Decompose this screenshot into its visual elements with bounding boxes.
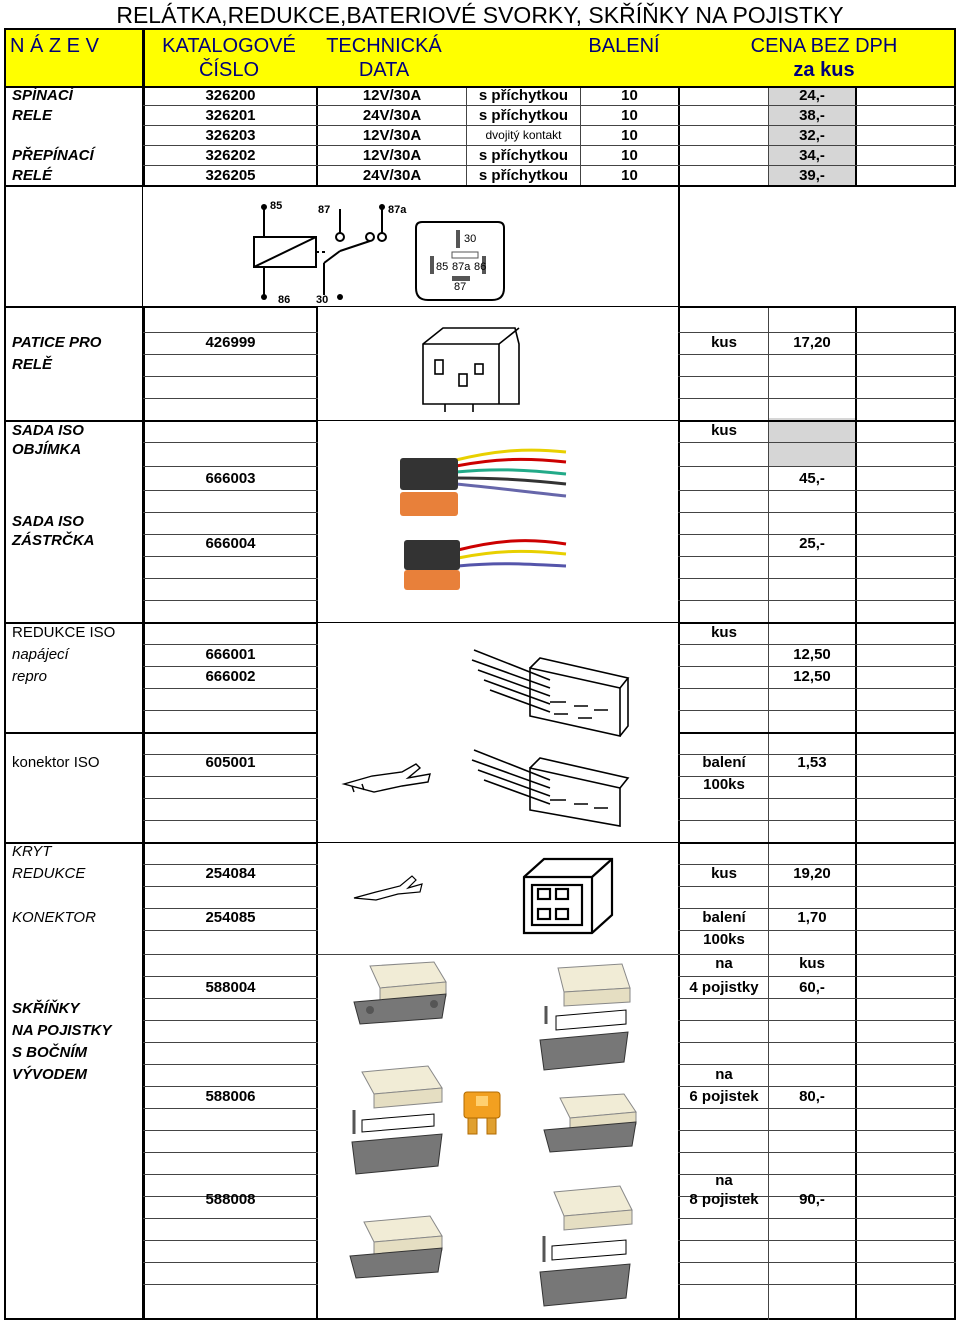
konektor2-unit-2: 100ks <box>703 931 745 948</box>
row-divider <box>143 145 956 146</box>
konektor-unit-2: 100ks <box>703 776 745 793</box>
header-katalog: KATALOGOVÉ ČÍSLO <box>162 35 296 81</box>
price: 90,- <box>799 1191 825 1208</box>
table-border <box>4 1318 956 1320</box>
redukce-unit: kus <box>711 624 737 641</box>
fuse-count: 4 pojistky <box>689 979 759 996</box>
konektor-price: 1,53 <box>797 754 827 771</box>
tech-data: 12V/30A <box>362 87 422 104</box>
redukce-name-3: repro <box>12 668 48 685</box>
pin-dot <box>337 294 343 300</box>
fuse-na: na <box>715 1066 733 1083</box>
iso-sada-name-2: OBJÍMKA <box>12 441 82 458</box>
price: 38,- <box>799 107 825 124</box>
patice-catalog: 426999 <box>205 334 256 351</box>
header-baleni: BALENÍ <box>588 35 660 57</box>
relay-base-icon <box>415 320 525 412</box>
row-divider <box>143 105 956 106</box>
header-tech-data: TECHNICKÁ DATA <box>326 35 442 81</box>
catalog-number: 326201 <box>205 107 256 124</box>
kryt-name: KRYT <box>12 843 52 860</box>
patice-unit: kus <box>711 334 737 351</box>
iso-sada-unit: kus <box>711 422 737 439</box>
iso-sada-name-3: SADA ISO <box>12 513 84 530</box>
konektor-name: konektor ISO <box>12 754 100 771</box>
tech-data: 12V/30A <box>362 127 422 144</box>
fuse-na: na <box>715 1172 733 1189</box>
relay-wiring-diagram <box>240 195 420 307</box>
redukce-price-2: 12,50 <box>793 668 831 685</box>
mount-type: s příchytkou <box>478 107 569 124</box>
socket-label-87a: 87a <box>452 261 471 273</box>
small-terminal-icon <box>352 872 424 908</box>
price: 24,- <box>799 87 825 104</box>
pin-dot <box>261 294 267 300</box>
konektor2-catalog: 254085 <box>205 909 256 926</box>
row-divider <box>143 125 956 126</box>
header-cena: CENA BEZ DPH za kus <box>750 35 898 81</box>
mount-type: s příchytkou <box>478 87 569 104</box>
price: 80,- <box>799 1088 825 1105</box>
pack-size: 10 <box>621 107 638 124</box>
iso-reduction-drawing <box>470 640 640 830</box>
kryt-price: 19,20 <box>793 865 831 882</box>
row-divider <box>143 165 956 166</box>
iso-plug-orange <box>400 492 458 516</box>
tech-data: 12V/30A <box>362 147 422 164</box>
iso-sada-name: SADA ISO <box>12 422 84 439</box>
mount-type: s příchytkou <box>478 167 569 184</box>
relay-socket-footprint <box>412 218 508 304</box>
relay-name-2: RELE <box>12 107 53 124</box>
pin-label-87: 87 <box>318 204 331 216</box>
patice-price: 17,20 <box>793 334 831 351</box>
iso-plug-black <box>404 540 460 570</box>
skrinky-name-4: VÝVODEM <box>12 1066 88 1083</box>
tech-data: 24V/30A <box>362 107 422 124</box>
konektor2-unit: balení <box>702 909 746 926</box>
skrinky-head-na: na <box>715 955 733 972</box>
relay-name-4: PŘEPÍNACÍ <box>12 147 94 164</box>
iso-sada-price-2: 25,- <box>799 535 825 552</box>
iso-plug-black <box>400 458 458 490</box>
kryt-name-2: REDUKCE <box>12 865 86 882</box>
konektor-catalog: 605001 <box>205 754 256 771</box>
pin-label-87a: 87a <box>388 204 407 216</box>
relay-name-5: RELÉ <box>12 167 53 184</box>
table-header <box>4 30 956 88</box>
catalog-number: 326205 <box>205 167 256 184</box>
redukce-catalog-1: 666001 <box>205 646 256 663</box>
kryt-catalog: 254084 <box>205 865 256 882</box>
fuse-count: 8 pojistek <box>689 1191 759 1208</box>
pack-size: 10 <box>621 147 638 164</box>
konektor-unit: balení <box>702 754 746 771</box>
socket-label-86: 86 <box>474 261 487 273</box>
redukce-name: REDUKCE ISO <box>12 624 116 641</box>
price: 32,- <box>799 127 825 144</box>
blank-area <box>680 187 956 306</box>
patice-name-2: RELĚ <box>12 356 53 373</box>
catalog-number: 588004 <box>205 979 256 996</box>
kryt-unit: kus <box>711 865 737 882</box>
catalog-number: 326200 <box>205 87 256 104</box>
socket-label-30: 30 <box>464 233 477 245</box>
iso-sada-catalog-1: 666003 <box>205 470 256 487</box>
catalog-number: 326203 <box>205 127 256 144</box>
pack-size: 10 <box>621 87 638 104</box>
iso-connector-wires-icon <box>398 440 568 590</box>
iso-plug-orange <box>404 570 460 590</box>
price: 34,- <box>799 147 825 164</box>
redukce-price-1: 12,50 <box>793 646 831 663</box>
mount-type: dvojitý kontakt <box>485 128 562 142</box>
crimp-terminal-icon <box>342 760 434 800</box>
fuse-box-exploded-icon <box>536 962 636 1074</box>
fuse-count: 6 pojistek <box>689 1088 759 1105</box>
catalog-number: 588006 <box>205 1088 256 1105</box>
pin-dot <box>379 204 385 210</box>
pin-label-85: 85 <box>270 200 283 212</box>
catalog-number: 588008 <box>205 1191 256 1208</box>
page-title: RELÁTKA,REDUKCE,BATERIOVÉ SVORKY, SKŘÍŇKY NA POJISTKY <box>116 2 844 28</box>
relay-name-1: SPÍNACÍ <box>12 87 73 104</box>
patice-name: PATICE PRO <box>12 334 102 351</box>
pack-size: 10 <box>621 167 638 184</box>
konektor2-name: KONEKTOR <box>12 909 96 926</box>
tech-data: 24V/30A <box>362 167 422 184</box>
skrinky-name: SKŘÍŇKY <box>12 1000 80 1017</box>
pin-label-30: 30 <box>316 294 329 306</box>
socket-label-85: 85 <box>436 261 449 273</box>
skrinky-name-2: NA POJISTKY <box>12 1022 112 1039</box>
pin-dot <box>261 204 267 210</box>
fuse-box-exploded-icon <box>348 1060 448 1178</box>
socket-label-87: 87 <box>454 281 467 293</box>
fuse-box-icon <box>346 1212 446 1282</box>
iso-sada-price-1: 45,- <box>799 470 825 487</box>
iso-sada-catalog-2: 666004 <box>205 535 256 552</box>
table-border <box>4 28 956 30</box>
fuse-box-icon <box>540 1090 640 1154</box>
iso-sada-name-4: ZÁSTRČKA <box>12 532 95 549</box>
pin-label-86: 86 <box>278 294 291 306</box>
redukce-catalog-2: 666002 <box>205 668 256 685</box>
fuse-box-icon <box>350 958 450 1028</box>
konektor2-price: 1,70 <box>797 909 827 926</box>
catalog-number: 326202 <box>205 147 256 164</box>
header-nazev: N Á Z E V <box>10 35 99 57</box>
skrinky-head-kus: kus <box>799 955 825 972</box>
redukce-name-2: napájecí <box>12 646 69 663</box>
price: 39,- <box>799 167 825 184</box>
mount-type: s příchytkou <box>478 147 569 164</box>
connector-housing-icon <box>520 855 616 935</box>
skrinky-name-3: S BOČNÍM <box>12 1044 87 1061</box>
fuse-box-exploded-icon <box>536 1182 636 1312</box>
price: 60,- <box>799 979 825 996</box>
blade-fuse-icon <box>462 1090 502 1136</box>
pack-size: 10 <box>621 127 638 144</box>
